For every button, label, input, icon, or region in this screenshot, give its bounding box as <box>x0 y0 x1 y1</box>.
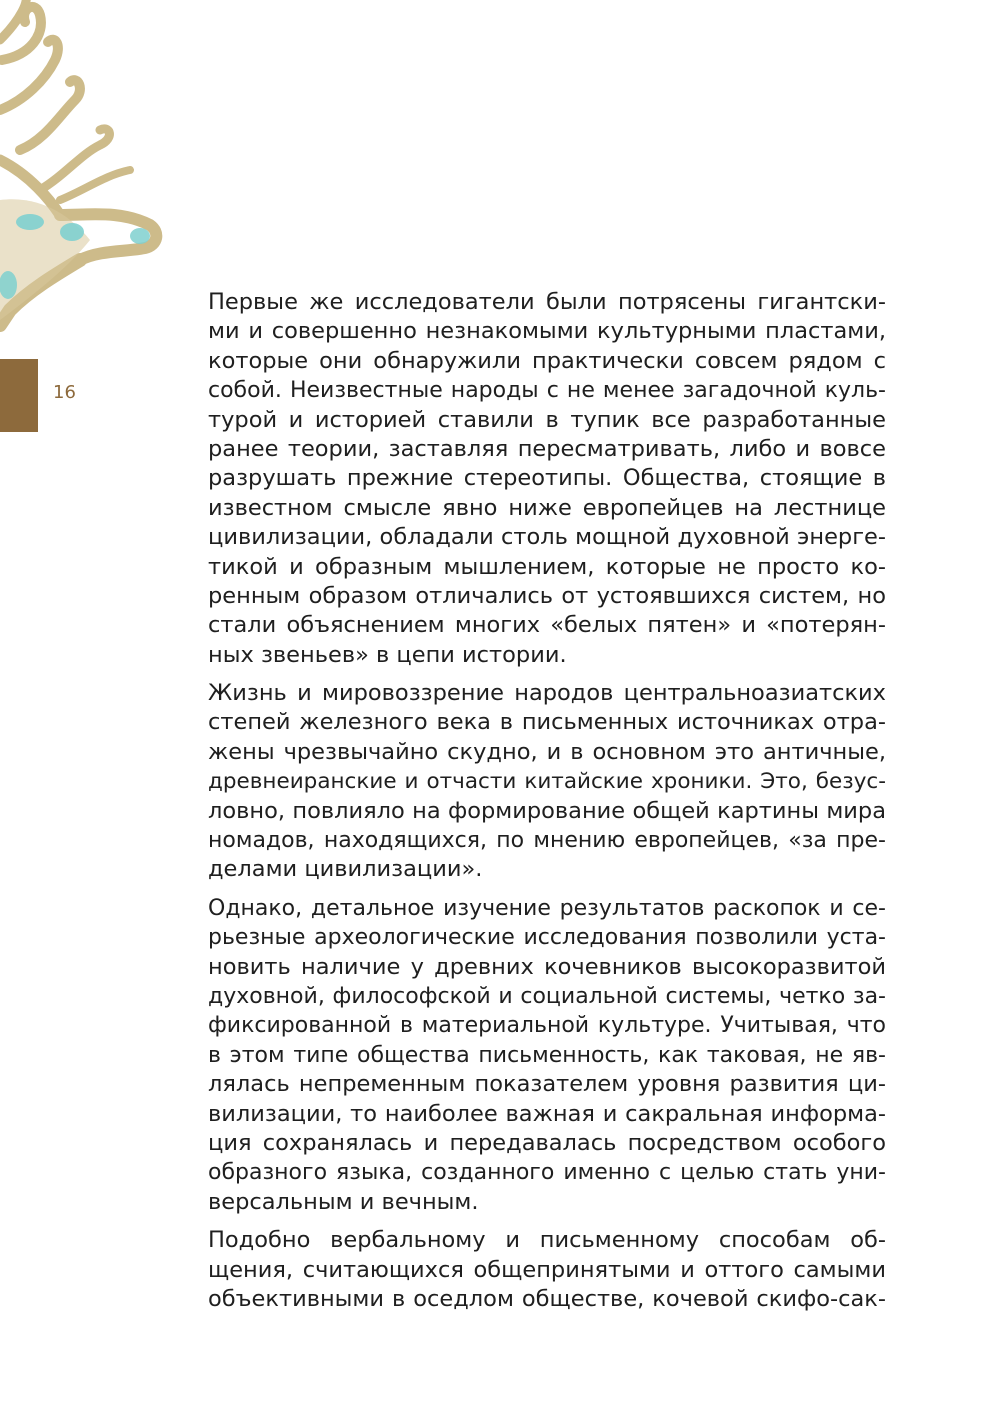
text-line: версальным и вечным. <box>208 1188 479 1215</box>
text-line: цивилизации, обладали столь мощной духовной энерге- <box>208 524 886 551</box>
text-line: ми и совершенно незнакомыми культурными пластами, <box>208 318 886 345</box>
text-line: разрушать прежние стереотипы. Общества, стоящие в <box>208 465 886 492</box>
text-line: Первые же исследователи были потрясены гигантски- <box>208 289 886 315</box>
page-color-tab <box>0 359 38 432</box>
text-line: ция сохранялась и передавалась посредством особого <box>208 1129 886 1156</box>
text-line: делами цивилизации». <box>208 856 483 883</box>
text-line: образного языка, созданного именно с целью стать уни- <box>208 1160 886 1186</box>
text-line: ранее теории, заставляя пересматривать, либо и вовсе <box>208 435 886 462</box>
text-line: рьезные археологические исследования позволили уста- <box>208 925 886 951</box>
golden-deer-ornament-icon <box>0 0 170 340</box>
text-line: щения, считающихся общепринятыми и оттого самыми <box>208 1256 886 1283</box>
paragraph-4 <box>208 1226 886 1314</box>
page-number: 16 <box>53 382 76 403</box>
text-line: вилизации, то наиболее важная и сакральная информа- <box>208 1100 886 1127</box>
paragraph-2 <box>208 679 886 885</box>
text-line: духовной, философской и социальной системы, четко за- <box>208 983 886 1009</box>
text-line: тикой и образным мышлением, которые не просто ко- <box>208 553 886 580</box>
paragraph-3 <box>208 894 886 1217</box>
text-line: номадов, находящихся, по мнению европейцев, «за пре- <box>208 828 886 854</box>
text-line: известном смысле явно ниже европейцев на лестнице <box>208 494 886 521</box>
text-line: лялась непременным показателем уровня развития ци- <box>208 1071 886 1098</box>
text-line: ренным образом отличались от устоявшихся систем, но <box>208 582 886 609</box>
text-line: которые они обнаружили практически совсем рядом с <box>208 347 886 374</box>
text-line: древнеиранские и отчасти китайские хроники. Это, безус- <box>208 769 886 795</box>
body-text <box>208 288 886 1323</box>
text-line: ных звеньев» в цепи истории. <box>208 641 567 668</box>
text-line: Однако, детальное изучение результатов раскопок и се- <box>208 895 886 921</box>
text-line: собой. Неизвестные народы с не менее загадочной куль- <box>208 378 886 404</box>
text-line: стали объяснением многих «белых пятен» и «потерян- <box>208 612 886 639</box>
text-line: жены чрезвычайно скудно, и в основном это античные, <box>208 738 886 765</box>
text-line: степей железного века в письменных источниках отра- <box>208 709 886 736</box>
text-line: Подобно вербальному и письменному способам об- <box>208 1227 886 1254</box>
text-line: объективными в оседлом обществе, кочевой скифо-сак- <box>208 1285 886 1312</box>
text-line: новить наличие у древних кочевников высокоразвитой <box>208 953 886 980</box>
text-line: Жизнь и мировоззрение народов центральноазиатских <box>208 680 886 707</box>
text-line: ловно, повлияло на формирование общей картины мира <box>208 797 886 824</box>
text-line: фиксированной в материальной культуре. Учитывая, что <box>208 1013 886 1039</box>
text-line: турой и историей ставили в тупик все разработанные <box>208 406 886 433</box>
text-line: в этом типе общества письменность, как таковая, не яв- <box>208 1042 886 1068</box>
paragraph-1 <box>208 288 886 670</box>
